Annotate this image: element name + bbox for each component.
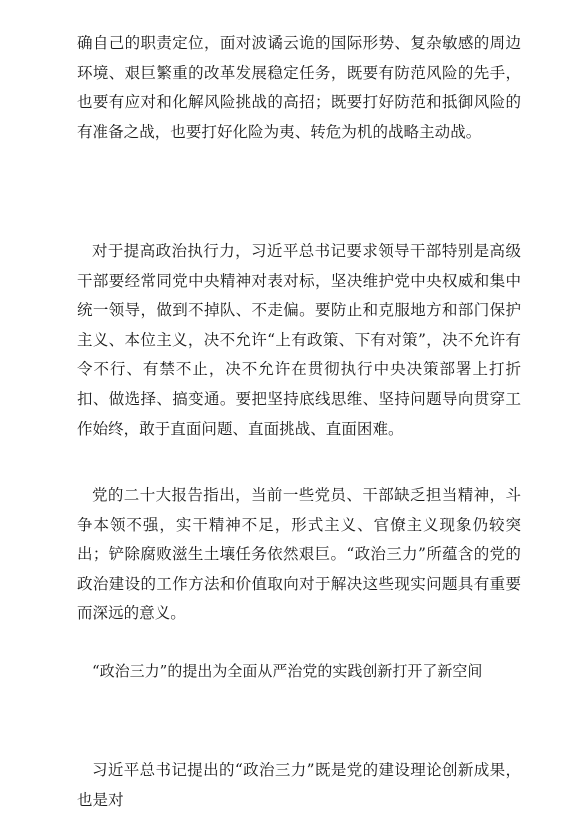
- body-paragraph: 确自己的职责定位，面对波谲云诡的国际形势、复杂敏感的周边环境、艰巨繁重的改革发展稳定任务，既要有防范风险的先手，也要有应对和化解风险挑战的高招；既要打好防范和抵御风险的有准备之战，也要打好化险为夷、转危为机的战略主动战。: [77, 34, 521, 141]
- body-paragraph: 习近平总书记提出的“政治三力”既是党的建设理论创新成果，也是对: [77, 761, 521, 809]
- body-paragraph: 党的二十大报告指出，当前一些党员、干部缺乏担当精神，斗争本领不强，实干精神不足，形式主义、官僚主义现象仍较突出；铲除腐败滋生土壤任务依然艰巨。“政治三力”所蕴含的党的政治建设的工作方法和价值取向对于解决这些现实问题具有重要而深远的意义。: [77, 486, 521, 623]
- body-paragraph: 对于提高政治执行力，习近平总书记要求领导干部特别是高级干部要经常同党中央精神对表对标，坚决维护党中央权威和集中统一领导，做到不掉队、不走偏。要防止和克服地方和部门保护主义、本位主义，决不允许“上有政策、下有对策”，决不允许有令不行、有禁不止，决不允许在贯彻执行中央决策部署上打折扣、做选择、搞变通。要把坚持底线思维、坚持问题导向贯穿工作始终，敢于直面问题、直面挑战、直面困难。: [77, 242, 521, 438]
- section-heading: “政治三力”的提出为全面从严治党的实践创新打开了新空间: [92, 662, 483, 680]
